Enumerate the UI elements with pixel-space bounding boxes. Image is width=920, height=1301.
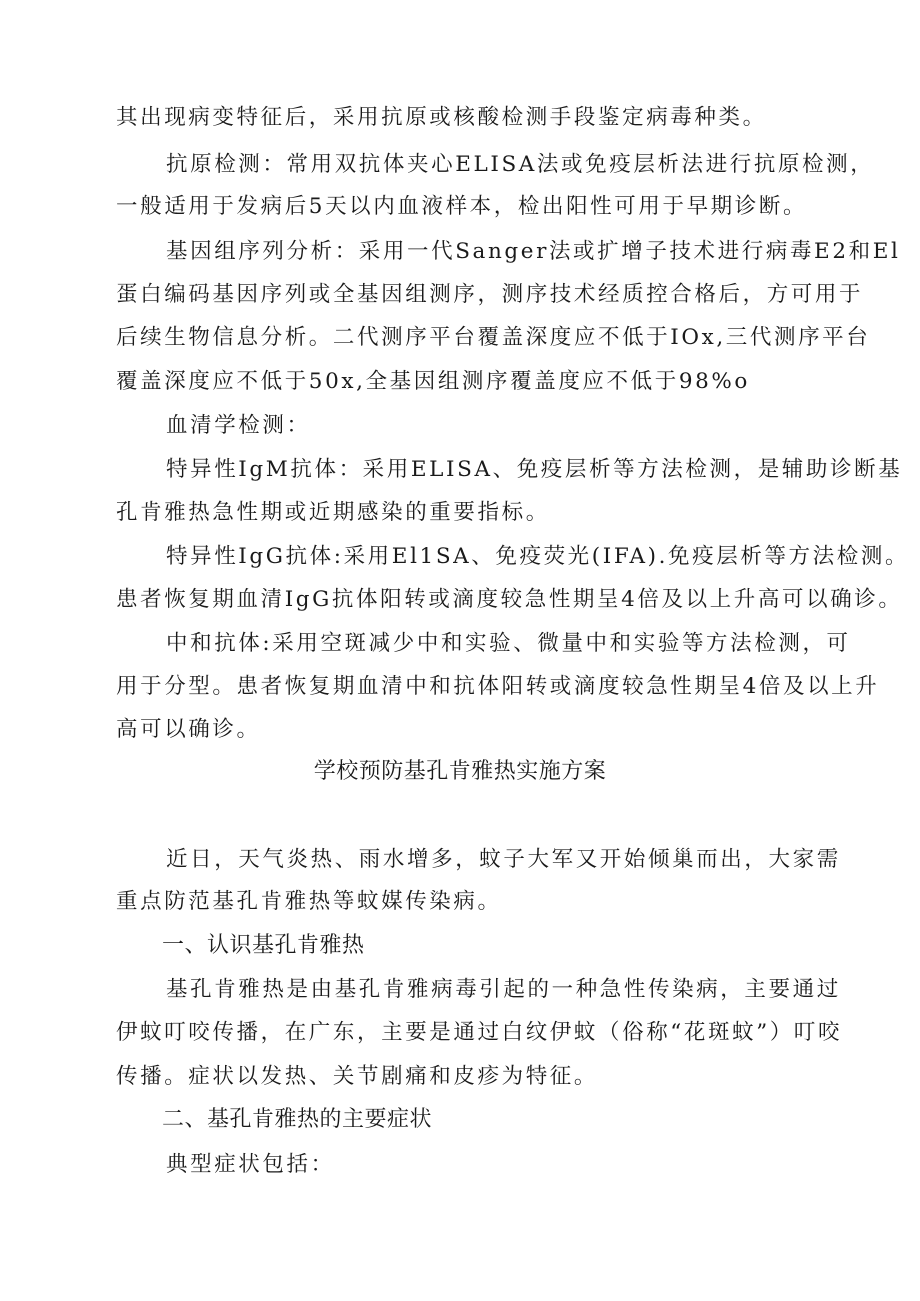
paragraph-line: 抗原检测：常用双抗体夹心ELISA法或免疫层析法进行抗原检测， <box>166 152 875 177</box>
paragraph-line: 中和抗体:采用空斑减少中和实验、微量中和实验等方法检测，可 <box>166 631 851 656</box>
document-title: 学校预防基孔肯雅热实施方案 <box>313 759 607 784</box>
paragraph-line: 覆盖深度应不低于50x,全基因组测序覆盖度应不低于98%o <box>116 369 750 394</box>
paragraph-line: 近日，天气炎热、雨水增多，蚊子大军又开始倾巢而出，大家需 <box>166 847 841 872</box>
paragraph-line: 高可以确诊。 <box>116 717 261 742</box>
paragraph-line: 蛋白编码基因序列或全基因组测序，测序技术经质控合格后，方可用于 <box>116 282 864 307</box>
paragraph-line: 血清学检测： <box>166 413 311 438</box>
paragraph-line: 患者恢复期血清IgG抗体阳转或滴度较急性期呈4倍及以上升高可以确诊。 <box>116 587 903 612</box>
paragraph-line: 用于分型。患者恢复期血清中和抗体阳转或滴度较急性期呈4倍及以上升 <box>116 674 880 699</box>
paragraph-line: 伊蚊叮咬传播，在广东，主要是通过白纹伊蚊（俗称“花斑蚊”）叮咬 <box>116 1020 843 1045</box>
paragraph-line: 特异性IgM抗体：采用ELISA、免疫层析等方法检测，是辅助诊断基 <box>166 457 903 482</box>
paragraph-line: 典型症状包括： <box>166 1152 335 1177</box>
section-heading: 一、认识基孔肯雅热 <box>162 933 365 958</box>
paragraph-line: 孔肯雅热急性期或近期感染的重要指标。 <box>116 500 550 525</box>
paragraph-line: 基孔肯雅热是由基孔肯雅病毒引起的一种急性传染病，主要通过 <box>166 977 841 1002</box>
paragraph-line: 一般适用于发病后5天以内血液样本，检出阳性可用于早期诊断。 <box>116 194 808 219</box>
section-heading: 二、基孔肯雅热的主要症状 <box>162 1107 433 1132</box>
paragraph-line: 重点防范基孔肯雅热等蚊媒传染病。 <box>116 889 502 914</box>
paragraph-line: 特异性IgG抗体:采用El1SA、免疫荧光(IFA).免疫层析等方法检测。 <box>166 544 910 569</box>
paragraph-line: 传播。症状以发热、关节剧痛和皮疹为特征。 <box>116 1064 599 1089</box>
paragraph-line: 后续生物信息分析。二代测序平台覆盖深度应不低于IOx,三代测序平台 <box>116 325 871 350</box>
paragraph-line: 其出现病变特征后，采用抗原或核酸检测手段鉴定病毒种类。 <box>116 105 767 130</box>
paragraph-line: 基因组序列分析：采用一代Sanger法或扩增子技术进行病毒E2和El <box>166 239 901 264</box>
